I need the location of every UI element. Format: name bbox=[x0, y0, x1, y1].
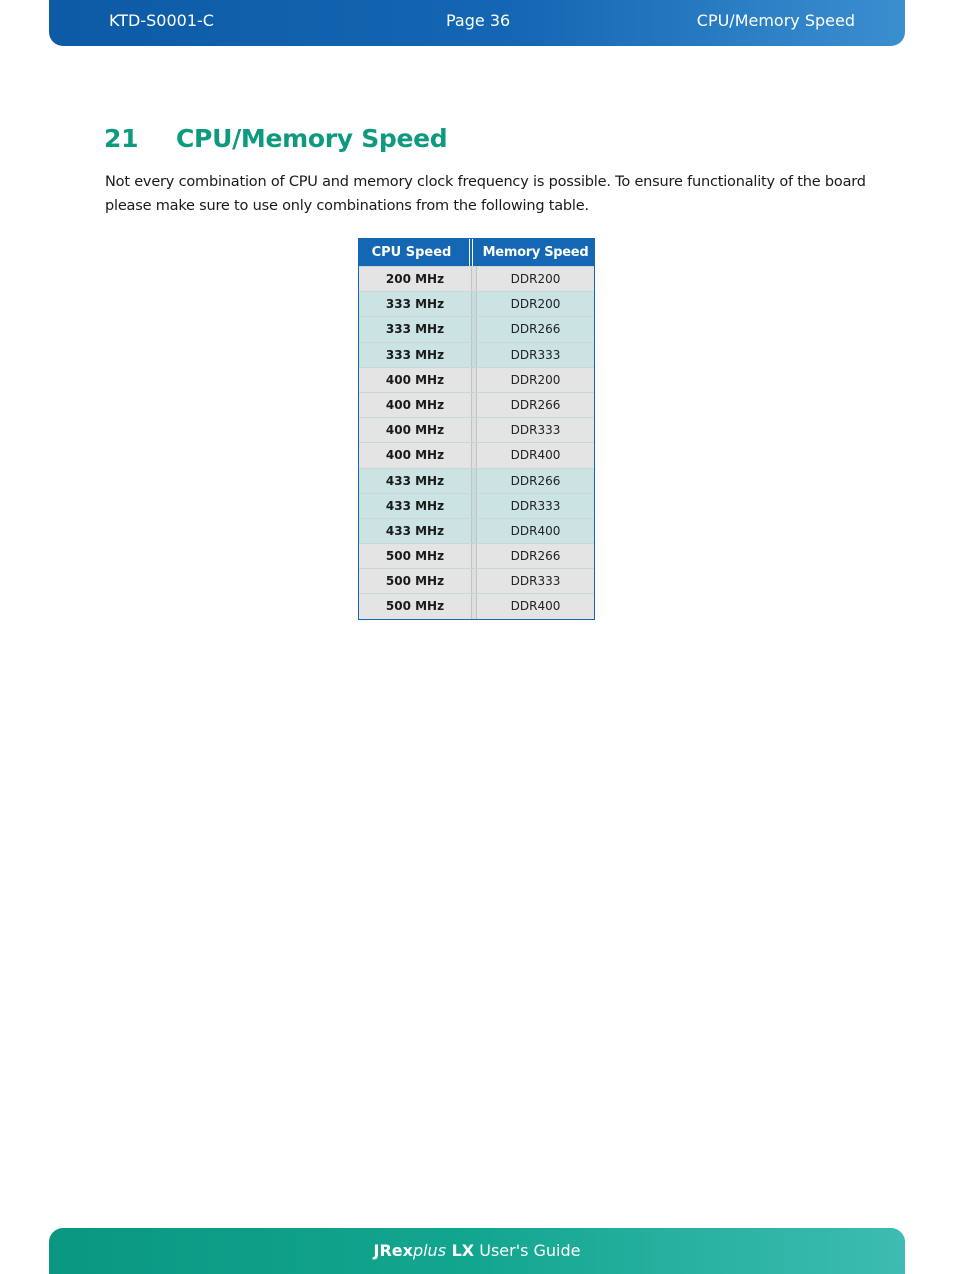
table-row bbox=[359, 442, 594, 467]
memory-speed-cell: DDR200 bbox=[510, 297, 561, 312]
cpu-speed-cell: 200 MHz bbox=[385, 272, 445, 286]
table-row bbox=[359, 392, 594, 417]
page-number: Page 36 bbox=[446, 11, 511, 30]
cpu-speed-cell: 433 MHz bbox=[385, 473, 445, 488]
speed-table bbox=[358, 238, 595, 620]
cpu-speed-cell: 400 MHz bbox=[385, 397, 445, 412]
table-row bbox=[359, 291, 594, 316]
table-body bbox=[359, 266, 594, 619]
memory-speed-cell: DDR266 bbox=[510, 397, 561, 412]
memory-speed-cell: DDR333 bbox=[510, 498, 561, 513]
table-row bbox=[359, 417, 594, 442]
cpu-speed-cell: 333 MHz bbox=[385, 347, 445, 362]
memory-speed-cell: DDR333 bbox=[510, 347, 561, 362]
footer-title bbox=[49, 1241, 905, 1260]
memory-speed-cell: DDR200 bbox=[510, 272, 561, 286]
cpu-speed-cell: 500 MHz bbox=[385, 549, 445, 564]
table-row bbox=[359, 266, 594, 291]
doc-id: KTD-S0001-C bbox=[109, 11, 214, 30]
cpu-speed-cell: 400 MHz bbox=[385, 423, 445, 438]
cpu-speed-cell: 400 MHz bbox=[385, 372, 445, 387]
footer-product-suffix: LX bbox=[446, 1241, 475, 1260]
cpu-speed-cell: 400 MHz bbox=[385, 448, 445, 463]
intro-paragraph: Not every combination of CPU and memory clock frequency is possible. To ensure functionality of the board please make sure to use only combinations from the following table. bbox=[105, 174, 866, 214]
memory-speed-cell: DDR400 bbox=[510, 523, 561, 538]
header-section-title: CPU/Memory Speed bbox=[696, 11, 855, 30]
page-footer bbox=[49, 1228, 905, 1274]
footer-guide-label: User's Guide bbox=[474, 1241, 581, 1260]
cpu-speed-cell: 433 MHz bbox=[385, 498, 445, 513]
memory-speed-cell: DDR266 bbox=[510, 549, 561, 564]
memory-speed-cell: DDR266 bbox=[510, 322, 561, 337]
section-number: 21 bbox=[104, 124, 139, 153]
column-header-cpu-speed: CPU Speed bbox=[371, 245, 452, 260]
memory-speed-cell: DDR200 bbox=[510, 372, 561, 387]
section-heading bbox=[104, 124, 447, 153]
table-row bbox=[359, 468, 594, 493]
footer-product-variant: plus bbox=[412, 1241, 447, 1260]
table-row bbox=[359, 493, 594, 518]
table-row bbox=[359, 342, 594, 367]
table-header bbox=[359, 239, 594, 266]
table-row bbox=[359, 518, 594, 543]
cpu-speed-cell: 433 MHz bbox=[385, 523, 445, 538]
table-row bbox=[359, 568, 594, 593]
section-title: CPU/Memory Speed bbox=[176, 124, 448, 153]
memory-speed-cell: DDR333 bbox=[510, 423, 561, 438]
page-header bbox=[49, 0, 905, 46]
footer-product-name: JRex bbox=[373, 1241, 413, 1260]
memory-speed-cell: DDR333 bbox=[510, 574, 561, 589]
table-row bbox=[359, 543, 594, 568]
column-header-memory-speed: Memory Speed bbox=[482, 245, 589, 260]
table-row bbox=[359, 593, 594, 618]
cpu-speed-cell: 333 MHz bbox=[385, 297, 445, 312]
table-row bbox=[359, 367, 594, 392]
cpu-speed-cell: 333 MHz bbox=[385, 322, 445, 337]
memory-speed-cell: DDR400 bbox=[510, 448, 561, 463]
memory-speed-cell: DDR400 bbox=[510, 599, 561, 614]
memory-speed-cell: DDR266 bbox=[510, 473, 561, 488]
cpu-speed-cell: 500 MHz bbox=[385, 599, 445, 614]
header-divider bbox=[464, 239, 477, 266]
cpu-speed-cell: 500 MHz bbox=[385, 574, 445, 589]
table-row bbox=[359, 316, 594, 341]
